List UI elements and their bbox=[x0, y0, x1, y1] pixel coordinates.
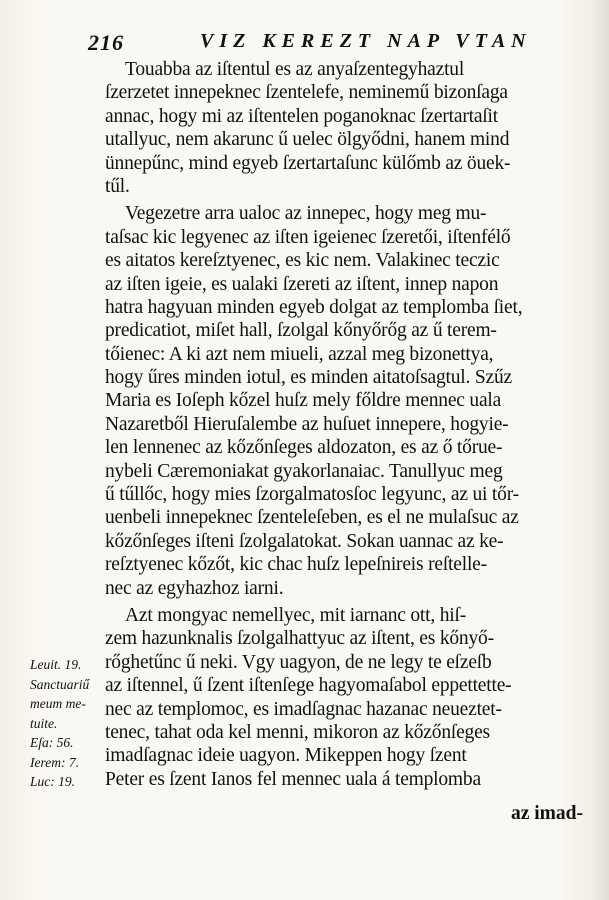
text-line: utallyuc, nem akarunc ű uelec ölgyődni, hanem mind bbox=[105, 129, 510, 151]
text-line: taſsac kic legyenec az iſten igeienec ſzeretői, iſtenfélő bbox=[105, 226, 511, 248]
margin-note: Eſa: 56. bbox=[30, 735, 74, 750]
text-line: es aitatos kereſztyenec, es kic nem. Valakinec teczic bbox=[105, 250, 500, 272]
text-line: rőghetűnc ű neki. Vgy uagyon, de ne legy te eſzeſb bbox=[105, 651, 492, 673]
text-line: Peter es ſzent Ianos fel mennec uala á templomba bbox=[105, 768, 481, 790]
text-line: annac, hogy mi az iſtentelen poganoknac ſzertartaſit bbox=[105, 105, 498, 127]
margin-note: meum me- bbox=[30, 696, 86, 711]
text-line: kőzőnſeges iſteni ſzolgalatokat. Sokan uannac az ke- bbox=[105, 530, 504, 552]
margin-note: Ierem: 7. bbox=[30, 754, 79, 770]
page-header bbox=[88, 30, 588, 60]
text-line: reſztyenec kőzőt, kic chac huſz lepeſnireis reſtelle- bbox=[105, 554, 487, 576]
text-line: Nazaretből Hieruſalembe az huſuet innepere, hogyie- bbox=[105, 413, 509, 435]
text-line: imadſagnac ideie uagyon. Mikeppen hogy ſzent bbox=[105, 745, 467, 767]
margin-note: Sanctuariű bbox=[30, 676, 90, 692]
text-line: ünnepűnc, mind egyeb ſzertartaſunc külőmb az öuek- bbox=[105, 152, 511, 174]
margin-notes bbox=[30, 655, 106, 792]
catchword: az imad- bbox=[510, 803, 583, 824]
text-line: Maria es Ioſeph kőzel huſz mely főldre mennec uala bbox=[105, 390, 502, 412]
text-line: az iſtennel, ű ſzent iſtenſege hagyomaſabol eppettette- bbox=[105, 675, 512, 697]
text-line: tűl. bbox=[105, 175, 130, 197]
text-line: hatra hagyuan minden egyeb dolgat az templomba ſiet, bbox=[105, 296, 523, 318]
margin-note: tuite. bbox=[30, 715, 58, 731]
running-head: VIZ KEREZT NAP VTAN bbox=[200, 30, 532, 52]
text-line: az iſten igeie, es ualaki ſzereti az iſtent, innep napon bbox=[105, 273, 499, 295]
text-line: uenbeli innepeknec ſzenteleſeben, es el ne mulaſsuc az bbox=[105, 507, 519, 529]
text-line: ű tűllőc, hogy mies ſzorgalmatosſoc legyunc, az ui tőr- bbox=[105, 484, 519, 506]
text-line: hogy űres minden iotul, es minden aitatoſsagtul. Szűz bbox=[105, 367, 512, 389]
text-line: ſzerzetet innepeknec ſzentelefe, neminemű bizonſaga bbox=[105, 82, 508, 104]
text-line: Azt mongyac nemellyec, mit iarnanc ott, hiſ- bbox=[125, 604, 467, 626]
body-text bbox=[105, 58, 583, 791]
text-line: nybeli Cæremoniakat gyakorlanaiac. Tanullyuc meg bbox=[105, 460, 503, 482]
margin-note: Luc: 19. bbox=[30, 774, 75, 789]
text-line: nec az templomoc, es imadſagnac hazanac neueztet- bbox=[105, 698, 502, 720]
page-number: 216 bbox=[88, 30, 124, 55]
text-line: len lennenec az kőzőnſeges aldozaton, es az ő tőrue- bbox=[105, 437, 503, 459]
text-line: zem hazunknalis ſzolgalhattyuc az iſtent, es kőnyő- bbox=[105, 628, 494, 650]
text-line: tőienec: A ki azt nem miueli, azzal meg bizonettya, bbox=[105, 343, 494, 365]
page-edge-shadow bbox=[591, 0, 609, 900]
text-line: Vegezetre arra ualoc az innepec, hogy meg mu- bbox=[125, 203, 487, 225]
text-line: tenec, tahat oda kel menni, mikoron az kőzőnſeges bbox=[105, 721, 490, 743]
text-line: Touabba az iſtentul es az anyaſzentegyhaztul bbox=[125, 59, 465, 80]
text-line: nec az egyhazhoz iarni. bbox=[105, 577, 284, 599]
margin-note: Leuit. 19. bbox=[30, 657, 82, 672]
text-line: predicatiot, miſet hall, ſzolgal kőnyőrőg az ű terem- bbox=[105, 320, 497, 342]
